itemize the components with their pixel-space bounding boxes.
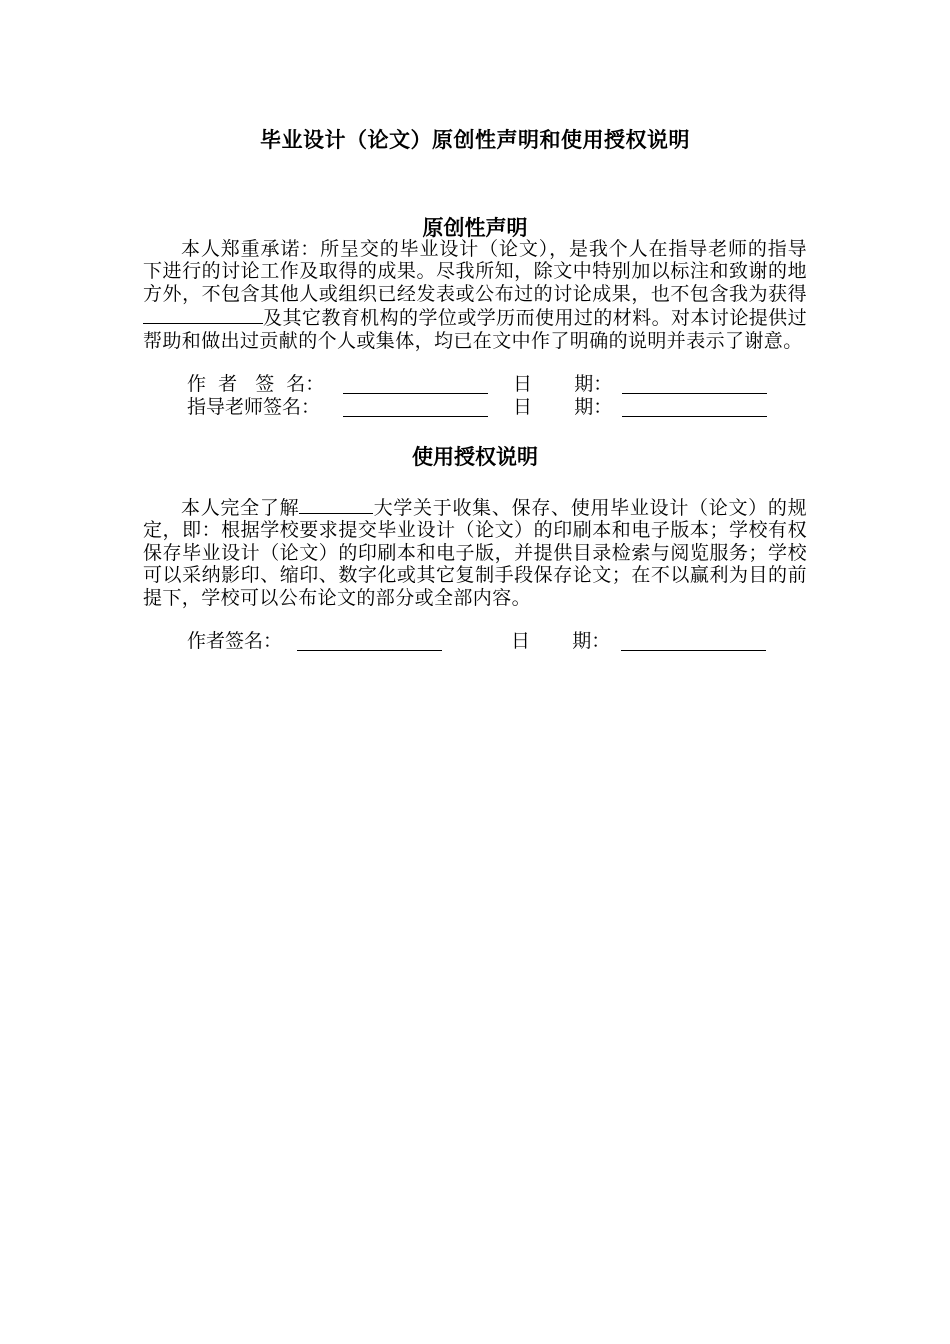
originality-text-part1: 本人郑重承诺：所呈交的毕业设计（论文），是我个人在指导老师的指导下进行的讨论工作及取得的成果。尽我所知，除文中特别加以标注和致谢的地方外，不包含其他人或组织已经发表或公布过的讨论成果，也不包含我为获得 — [143, 238, 807, 305]
advisor-signature-label: 指导老师签名： — [187, 396, 321, 418]
authorization-text-part1: 本人完全了解 — [181, 497, 300, 519]
originality-text-part2: 及其它教育机构的学位或学历而使用过的材料。对本讨论提供过帮助和做出过贡献的个人或集体，均已在文中作了明确的说明并表示了谢意。 — [143, 307, 807, 352]
authorization-heading: 使用授权说明 — [412, 445, 538, 469]
university-blank-line[interactable] — [299, 495, 373, 514]
document-title: 毕业设计（论文）原创性声明和使用授权说明 — [260, 128, 690, 152]
advisor-signature-row — [0, 396, 950, 420]
originality-statement — [143, 238, 807, 352]
author-date-line[interactable] — [622, 393, 767, 394]
advisor-date-label: 日 期： — [513, 396, 613, 418]
authorization-text-part2: 大学关于收集、保存、使用毕业设计（论文）的规定，即：根据学校要求提交毕业设计（论文）的印刷本和电子版本；学校有权保存毕业设计（论文）的印刷本和电子版，并提供目录检索与阅览服务；学校可以采纳影印、缩印、数字化或其它复制手段保存论文；在不以赢利为目的前提下，学校可以公布论文的部分或全部内容。 — [143, 497, 807, 609]
authorization-date-label: 日 期： — [511, 630, 611, 652]
author-date-label: 日 期： — [513, 373, 613, 395]
advisor-date-line[interactable] — [622, 416, 767, 417]
author-signature-label: 作 者 签 名： — [187, 373, 325, 395]
degree-blank-line[interactable] — [143, 305, 263, 324]
authorization-date-line[interactable] — [621, 650, 766, 651]
originality-heading: 原创性声明 — [422, 216, 528, 240]
authorization-signature-row — [0, 630, 950, 654]
author-signature-line[interactable] — [343, 393, 488, 394]
authorization-signature-label: 作者签名： — [187, 630, 283, 652]
author-signature-row — [0, 373, 950, 397]
advisor-signature-line[interactable] — [343, 416, 488, 417]
authorization-signature-line[interactable] — [297, 650, 442, 651]
authorization-statement — [143, 495, 807, 609]
